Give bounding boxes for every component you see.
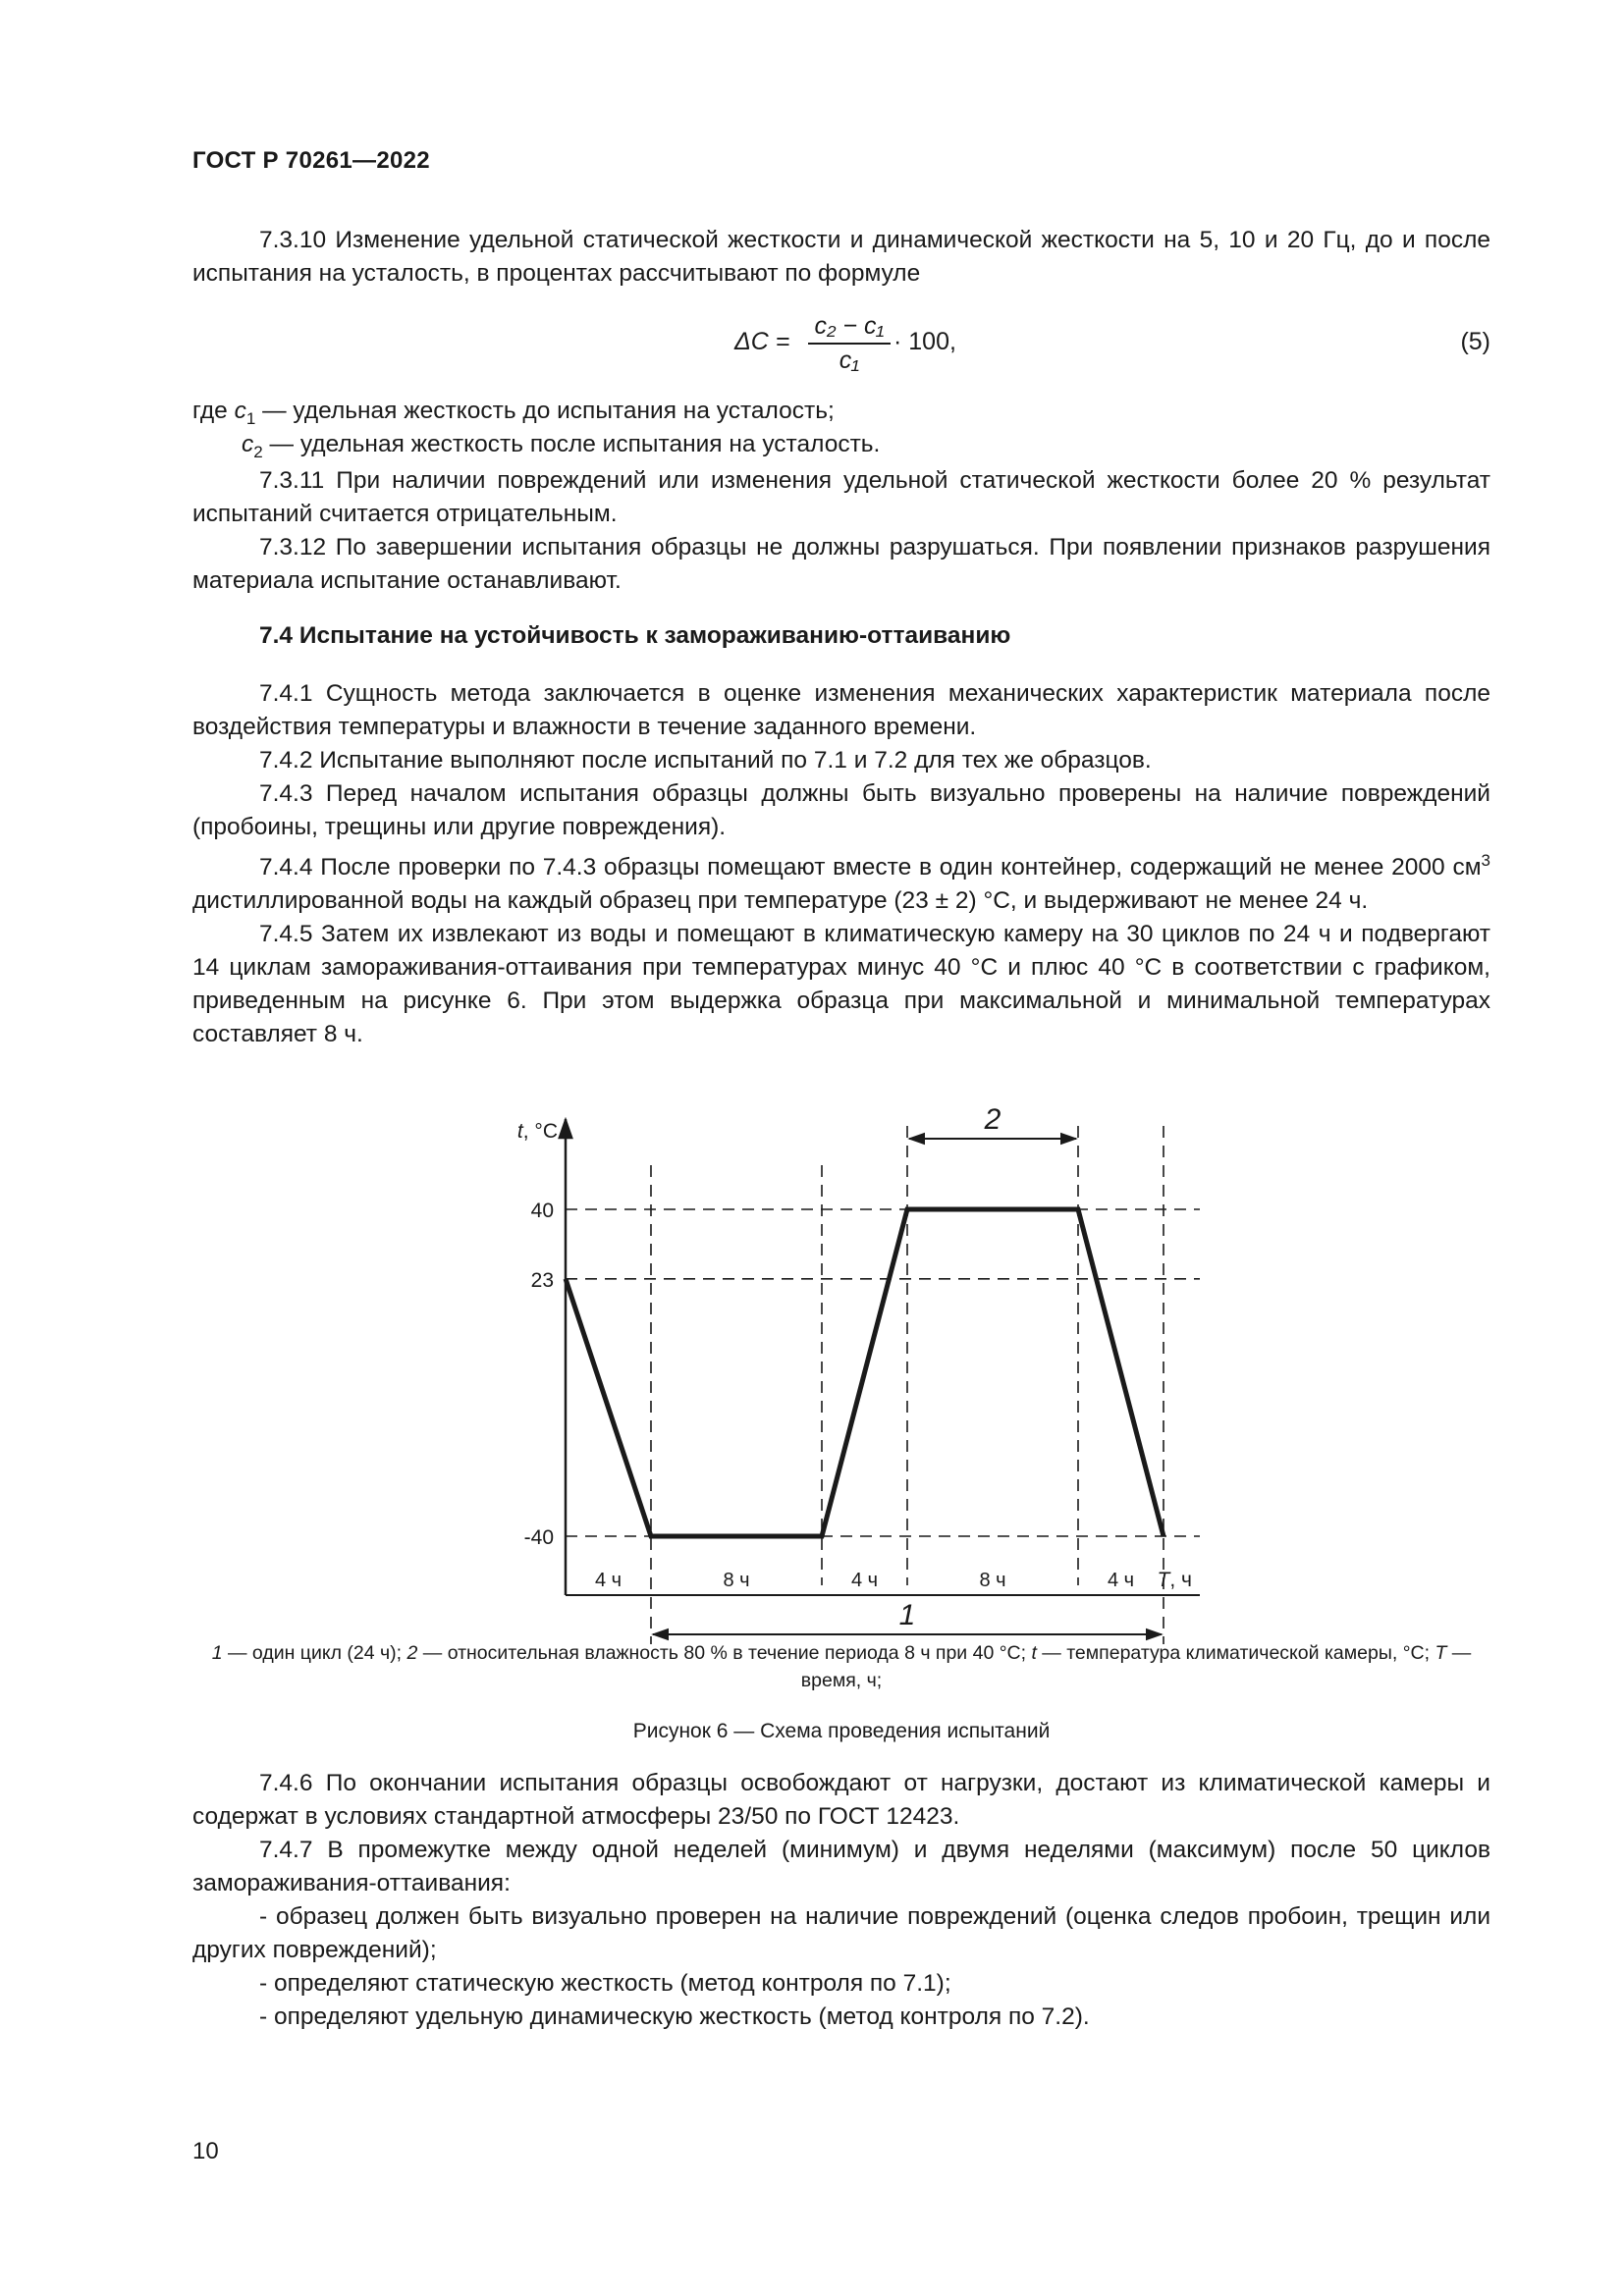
- paragraph: 7.3.12 По завершении испытания образцы не должны разрушаться. При появлении признаков разрушения материала испытание останавливают.: [192, 534, 1490, 594]
- formula-number: (5): [1460, 328, 1490, 355]
- page-number: 10: [192, 2138, 219, 2164]
- paragraph: 7.4.3 Перед началом испытания образцы должны быть визуально проверены на наличие повреждений (пробоины, трещины или другие повреждения).: [192, 780, 1490, 840]
- section-title: 7.4 Испытание на устойчивость к замораживанию-оттаиванию: [259, 622, 1011, 649]
- y-tick-label: 40: [530, 1200, 554, 1222]
- formula-denominator: c₁: [839, 347, 860, 374]
- paragraph: 7.4.4 После проверки по 7.4.3 образцы помещают вместе в один контейнер, содержащий не менее 2000 $см^3$ дистиллированной воды на каждый образец при температуре (23 ± 2) °С, и выдерживают не менее 24 ч.: [192, 851, 1490, 914]
- formula-numerator: c₂ − c₁: [814, 312, 885, 340]
- list-item: - определяют удельную динамическую жесткость (метод контроля по 7.2).: [259, 2003, 1090, 2030]
- document-header: ГОСТ Р 70261—2022: [192, 147, 430, 174]
- x-axis-label: T, ч: [1157, 1569, 1192, 1591]
- paragraph: 7.4.1 Сущность метода заключается в оценке изменения механических характеристик материала после воздействия температуры и влажности в течение заданного времени.: [192, 680, 1490, 740]
- paragraph: 7.4.2 Испытание выполняют после испытаний по 7.1 и 7.2 для тех же образцов.: [259, 747, 1152, 774]
- x-segment-label: 8 ч: [723, 1570, 750, 1591]
- y-tick-label: -40: [523, 1526, 554, 1549]
- paragraph: 7.3.10 Изменение удельной статической жесткости и динамической жесткости на 5, 10 и 20 Гц, до и после испытания на усталость, в процентах рассчитывают по формуле: [192, 227, 1490, 287]
- y-tick-label: 23: [530, 1268, 554, 1292]
- annotation-label: 2: [984, 1103, 1001, 1136]
- paragraph: 7.4.7 В промежутке между одной неделей (минимум) и двумя неделями (максимум) после 50 циклов замораживания-оттаивания:: [192, 1837, 1490, 1896]
- formula-lhs: ΔC =: [734, 328, 790, 355]
- y-axis-label: t, °С: [516, 1120, 558, 1143]
- x-segment-label: 4 ч: [594, 1570, 623, 1591]
- paragraph: 7.3.11 При наличии повреждений или изменения удельной статической жесткости более 20 % результат испытаний считается отрицательным.: [192, 467, 1490, 527]
- where-line-2: $c_2$ — удельная жесткость после испытания на усталость.: [242, 431, 881, 461]
- where-line-1: где $c_1$ — удельная жесткость до испытания на усталость;: [192, 398, 835, 428]
- annotation-label: 1: [898, 1599, 916, 1631]
- list-item: - определяют статическую жесткость (метод контроля по 7.1);: [259, 1970, 951, 1997]
- formula-rhs: · 100,: [893, 328, 956, 355]
- x-segment-label: 4 ч: [1107, 1570, 1135, 1591]
- x-segment-label: 4 ч: [850, 1570, 879, 1591]
- figure-legend: 1 — один цикл (24 ч); 2 — относительная влажность 80 % в течение периода 8 ч при 40 °С; t — температура климатической камеры, °С; T — время, ч;: [211, 1642, 1472, 1691]
- figure-caption: Рисунок 6 — Схема проведения испытаний: [632, 1720, 1051, 1742]
- paragraph: 7.4.5 Затем их извлекают из воды и помещают в климатическую камеру на 30 циклов по 24 ч и подвергают 14 циклам замораживания-оттаивания при температурах минус 40 °С и плюс 40 °С в соответствии с графиком, приведенным на рисунке 6. При этом выдержка образца при максимальной и минимальной температурах составляет 8 ч.: [192, 921, 1490, 1047]
- list-item: - образец должен быть визуально проверен на наличие повреждений (оценка следов пробоин, трещин или других повреждений);: [192, 1903, 1490, 1963]
- paragraph: 7.4.6 По окончании испытания образцы освобождают от нагрузки, достают из климатической камеры и содержат в условиях стандартной атмосферы 23/50 по ГОСТ 12423.: [192, 1770, 1490, 1830]
- paragraphs-7-4-6-7: [192, 1767, 1490, 2034]
- temperature-series-line: [566, 1209, 1164, 1536]
- x-segment-label: 8 ч: [979, 1570, 1006, 1591]
